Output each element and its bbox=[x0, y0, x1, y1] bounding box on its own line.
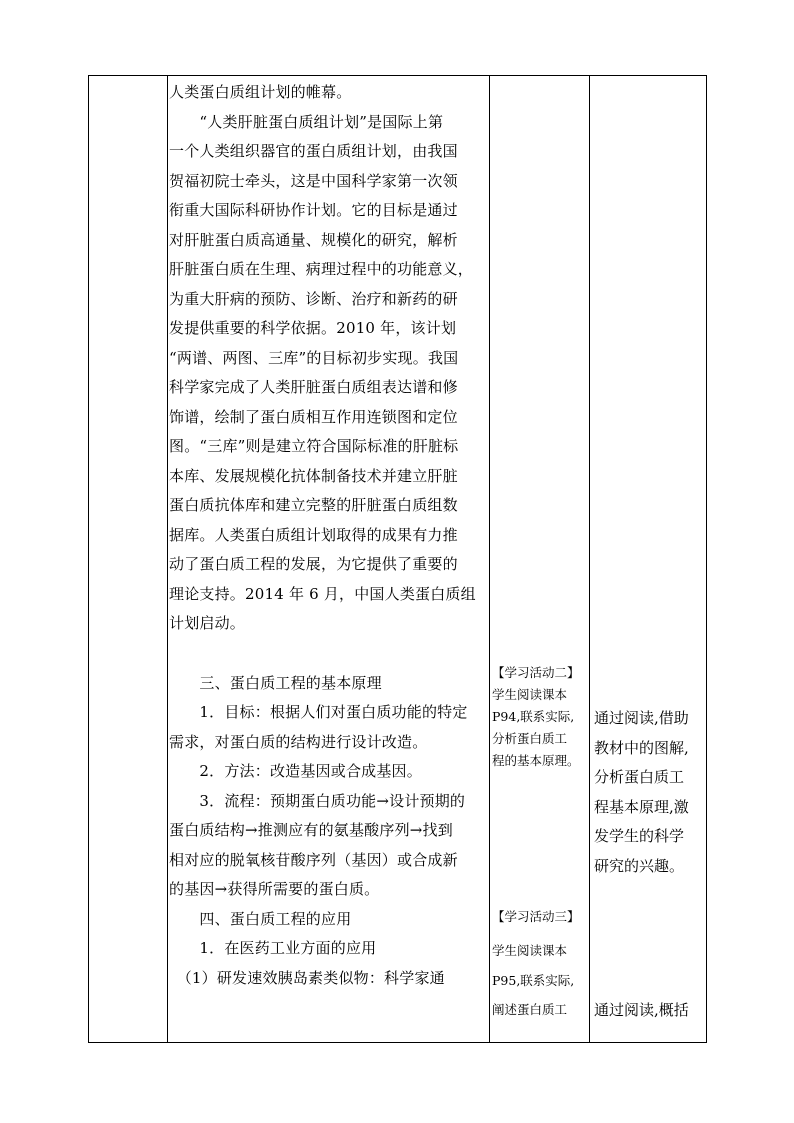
text-line: 1．在医药工业方面的应用 bbox=[169, 939, 377, 957]
column-divider bbox=[489, 76, 490, 1042]
text-line: 为重大肝病的预防、诊断、治疗和新药的研 bbox=[169, 289, 458, 308]
activity-line: 分析蛋白质工 bbox=[492, 731, 568, 746]
activity-line: P95,联系实际, bbox=[492, 972, 575, 988]
purpose-line: 通过阅读,概括 bbox=[594, 1001, 689, 1019]
text-line: “两谱、两图、三库”的目标初步实现。我国 bbox=[169, 348, 459, 367]
text-line: 饰谱，绘制了蛋白质相互作用连锁图和定位 bbox=[169, 407, 458, 426]
text-line: 人类蛋白质组计划的帷幕。 bbox=[169, 83, 352, 101]
content-column bbox=[169, 76, 489, 1042]
activity-line: 阐述蛋白质工 bbox=[492, 1002, 568, 1017]
purpose-line: 研究的兴趣。 bbox=[594, 856, 685, 875]
column-divider bbox=[167, 76, 168, 1042]
text-line: 理论支持。2014 年 6 月，中国人类蛋白质组 bbox=[169, 584, 476, 603]
purpose-line: 分析蛋白质工 bbox=[594, 768, 685, 786]
spacer bbox=[169, 639, 489, 669]
text-line: 本库、发展规模化抗体制备技术并建立肝脏 bbox=[169, 466, 458, 485]
text-line: 蛋白质抗体库和建立完整的肝脏蛋白质组数 bbox=[169, 496, 458, 514]
text-line: 科学家完成了人类肝脏蛋白质组表达谱和修 bbox=[169, 378, 458, 396]
text-line: 蛋白质结构→推测应有的氨基酸序列→找到 bbox=[169, 821, 453, 839]
text-line: 据库。人类蛋白质组计划取得的成果有力推 bbox=[169, 525, 458, 544]
text-line: 肝脏蛋白质在生理、病理过程中的功能意义， bbox=[169, 260, 474, 278]
text-line: 图。“三库”则是建立符合国际标准的肝脏标 bbox=[169, 437, 459, 455]
stage-column bbox=[89, 76, 167, 1042]
text-line: 计划启动。 bbox=[169, 614, 246, 632]
section-heading: 三、蛋白质工程的基本原理 bbox=[169, 673, 382, 692]
text-line: 对肝脏蛋白质高通量、规模化的研究，解析 bbox=[169, 230, 458, 249]
purpose-line: 程基本原理,激 bbox=[594, 797, 689, 816]
purpose-column bbox=[594, 76, 706, 1042]
text-line: 发提供重要的科学依据。2010 年，该计划 bbox=[169, 319, 457, 337]
text-line: 贺福初院士牵头，这是中国科学家第一次领 bbox=[169, 171, 458, 190]
text-line: 相对应的脱氧核苷酸序列（基因）或合成新 bbox=[169, 850, 458, 869]
text-line: 2．方法：改造基因或合成基因。 bbox=[169, 762, 422, 780]
text-line: （1）研发速效胰岛素类似物：科学家通 bbox=[169, 968, 445, 987]
text-line: 3．流程：预期蛋白质功能→设计预期的 bbox=[169, 791, 466, 810]
text-line: “人类肝脏蛋白质组计划”是国际上第 bbox=[169, 112, 444, 131]
column-divider bbox=[589, 76, 590, 1042]
activity-line: P94,联系实际, bbox=[492, 709, 575, 724]
text-line: 的基因→获得所需要的蛋白质。 bbox=[169, 880, 380, 898]
activity-line: 程的基本原理。 bbox=[492, 753, 580, 768]
activity-heading: 【学习活动二】 bbox=[492, 665, 580, 680]
activity-line: 学生阅读课本 bbox=[492, 687, 568, 702]
purpose-line: 发学生的科学 bbox=[594, 827, 685, 845]
text-line: 衔重大国际科研协作计划。它的目标是通过 bbox=[169, 201, 458, 219]
text-line: 动了蛋白质工程的发展，为它提供了重要的 bbox=[169, 555, 458, 573]
section-heading: 四、蛋白质工程的应用 bbox=[169, 909, 352, 928]
text-line: 需求，对蛋白质的结构进行设计改造。 bbox=[169, 732, 428, 751]
activity-column bbox=[492, 76, 588, 1042]
activity-line: 学生阅读课本 bbox=[492, 943, 568, 958]
purpose-line: 教材中的图解, bbox=[594, 738, 689, 757]
lesson-plan-table bbox=[88, 75, 707, 1043]
purpose-line: 通过阅读,借助 bbox=[594, 709, 689, 727]
activity-heading: 【学习活动三】 bbox=[492, 909, 580, 924]
text-line: 一个人类组织器官的蛋白质组计划，由我国 bbox=[169, 142, 458, 160]
text-line: 1．目标：根据人们对蛋白质功能的特定 bbox=[169, 703, 468, 721]
